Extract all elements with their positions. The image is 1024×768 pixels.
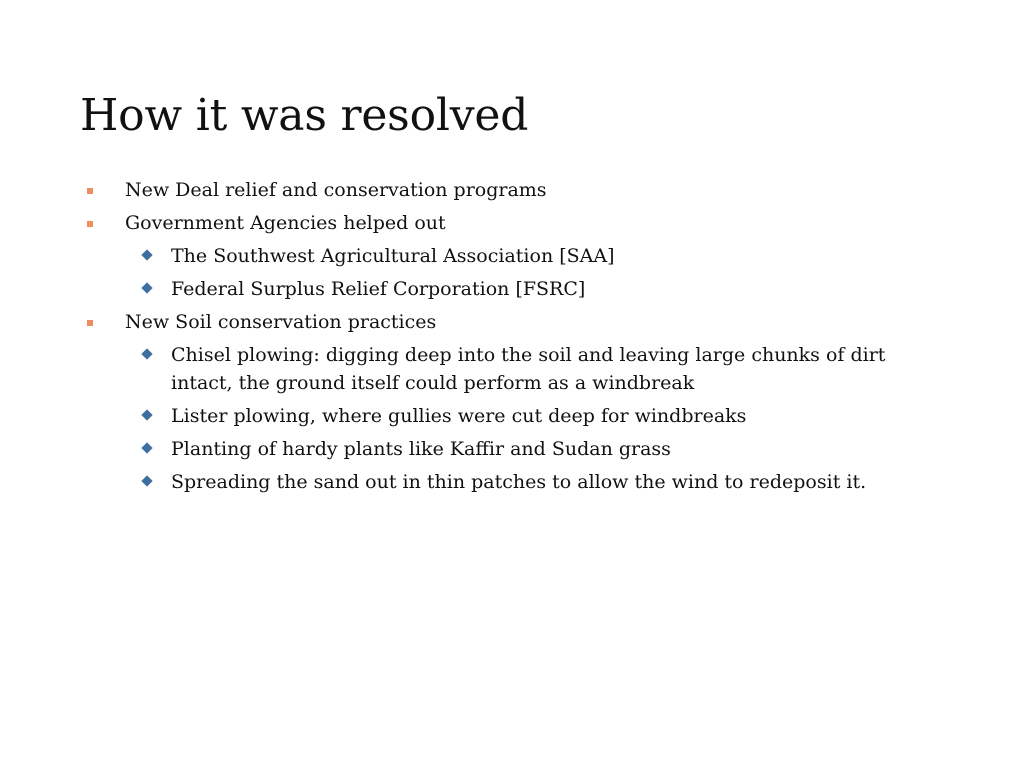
slide-title: How it was resolved [80, 90, 529, 141]
bullet-list [86, 176, 886, 501]
diamond-bullet-icon [141, 409, 152, 420]
sub-bullet-text: Federal Surplus Relief Corporation [FSRC] [171, 278, 586, 300]
sub-bullet-item-hardy-plants [142, 435, 886, 463]
sub-bullet-item-saa [142, 242, 886, 270]
sub-bullet-text: Spreading the sand out in thin patches to allow the wind to redeposit it. [171, 471, 867, 493]
square-bullet-icon [87, 188, 93, 194]
bullet-text: New Soil conservation practices [125, 311, 437, 333]
diamond-bullet-icon [141, 475, 152, 486]
bullet-item-government-agencies [86, 209, 886, 237]
sub-bullet-item-lister-plowing [142, 402, 886, 430]
sub-bullet-text: Lister plowing, where gullies were cut deep for windbreaks [171, 405, 747, 427]
diamond-bullet-icon [141, 249, 152, 260]
bullet-text: New Deal relief and conservation programs [125, 179, 547, 201]
sub-bullet-item-chisel-plowing [142, 341, 886, 397]
sub-bullet-text: The Southwest Agricultural Association [SAA] [171, 245, 615, 267]
sub-bullet-text: Planting of hardy plants like Kaffir and Sudan grass [171, 438, 671, 460]
square-bullet-icon [87, 320, 93, 326]
bullet-item-new-deal [86, 176, 886, 204]
square-bullet-icon [87, 221, 93, 227]
diamond-bullet-icon [141, 442, 152, 453]
diamond-bullet-icon [141, 282, 152, 293]
diamond-bullet-icon [141, 348, 152, 359]
sub-bullet-item-fsrc [142, 275, 886, 303]
sub-bullet-item-spreading-sand [142, 468, 886, 496]
sub-bullet-text: Chisel plowing: digging deep into the soil and leaving large chunks of dirt intact, the ground itself could perform as a windbreak [171, 344, 886, 394]
bullet-text: Government Agencies helped out [125, 212, 446, 234]
bullet-item-soil-conservation [86, 308, 886, 336]
